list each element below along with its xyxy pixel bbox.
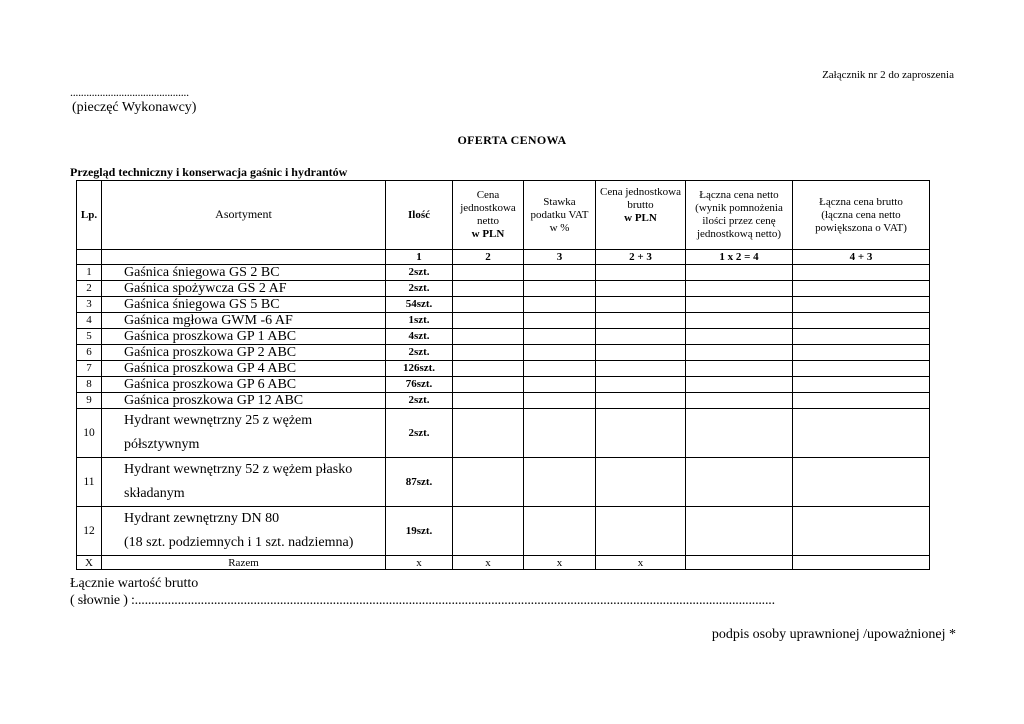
row-lp: 1: [77, 265, 102, 281]
total-net-input[interactable]: [686, 393, 793, 409]
unit-gross-input[interactable]: [596, 281, 686, 297]
signature-label: podpis osoby uprawnionej /upoważnionej *: [711, 627, 956, 642]
numbering-cell: 2 + 3: [596, 250, 686, 265]
row-name: Gaśnica proszkowa GP 12 ABC: [102, 393, 386, 409]
total-net-input[interactable]: [686, 507, 793, 556]
sum-cell: x: [453, 556, 524, 570]
row-qty: 2szt.: [386, 393, 453, 409]
unit-net-input[interactable]: [453, 393, 524, 409]
total-gross-input[interactable]: [793, 313, 930, 329]
row-qty: 1szt.: [386, 313, 453, 329]
row-lp: 4: [77, 313, 102, 329]
sum-lp: X: [77, 556, 102, 570]
vat-input[interactable]: [524, 377, 596, 393]
unit-net-input[interactable]: [453, 507, 524, 556]
table-row: [77, 265, 930, 281]
sum-total-net-input[interactable]: [686, 556, 793, 570]
row-name: Hydrant wewnętrzny 25 z wężem półsztywnym: [102, 409, 386, 458]
unit-net-input[interactable]: [453, 265, 524, 281]
row-qty: 2szt.: [386, 281, 453, 297]
sum-cell: x: [386, 556, 453, 570]
row-lp: 6: [77, 345, 102, 361]
vat-input[interactable]: [524, 265, 596, 281]
row-qty: 126szt.: [386, 361, 453, 377]
vat-input[interactable]: [524, 313, 596, 329]
numbering-cell: 2: [453, 250, 524, 265]
amount-in-words-field[interactable]: ( słownie ) :..................................................................................................................................................................................................: [70, 593, 775, 608]
vat-input[interactable]: [524, 507, 596, 556]
header-qty: Ilość: [386, 181, 453, 250]
total-net-input[interactable]: [686, 329, 793, 345]
row-qty: 2szt.: [386, 265, 453, 281]
table-row: [77, 409, 930, 458]
vat-input[interactable]: [524, 297, 596, 313]
numbering-cell: [102, 250, 386, 265]
table-row: [77, 507, 930, 556]
unit-gross-input[interactable]: [596, 329, 686, 345]
total-net-input[interactable]: [686, 297, 793, 313]
row-qty: 2szt.: [386, 409, 453, 458]
row-qty: 2szt.: [386, 345, 453, 361]
table-row: [77, 393, 930, 409]
sum-cell: x: [524, 556, 596, 570]
unit-gross-input[interactable]: [596, 409, 686, 458]
stamp-dots: ............................................: [70, 85, 189, 99]
unit-net-input[interactable]: [453, 345, 524, 361]
total-net-input[interactable]: [686, 265, 793, 281]
contractor-stamp-label: (pieczęć Wykonawcy): [72, 100, 197, 115]
price-offer-table: [76, 180, 930, 570]
table-row: [77, 345, 930, 361]
total-gross-input[interactable]: [793, 281, 930, 297]
numbering-cell: [77, 250, 102, 265]
table-row: [77, 361, 930, 377]
row-qty: 4szt.: [386, 329, 453, 345]
numbering-cell: 1: [386, 250, 453, 265]
unit-gross-input[interactable]: [596, 313, 686, 329]
total-gross-input[interactable]: [793, 345, 930, 361]
table-row: [77, 313, 930, 329]
total-gross-input[interactable]: [793, 393, 930, 409]
sum-cell: x: [596, 556, 686, 570]
unit-gross-input[interactable]: [596, 458, 686, 507]
sum-row: [77, 556, 930, 570]
total-gross-input[interactable]: [793, 361, 930, 377]
unit-gross-input[interactable]: [596, 297, 686, 313]
row-lp: 2: [77, 281, 102, 297]
row-lp: 5: [77, 329, 102, 345]
vat-input[interactable]: [524, 329, 596, 345]
total-net-input[interactable]: [686, 458, 793, 507]
total-net-input[interactable]: [686, 377, 793, 393]
row-name: Gaśnica proszkowa GP 4 ABC: [102, 361, 386, 377]
total-gross-input[interactable]: [793, 458, 930, 507]
vat-input[interactable]: [524, 361, 596, 377]
total-gross-input[interactable]: [793, 265, 930, 281]
unit-net-input[interactable]: [453, 377, 524, 393]
unit-gross-input[interactable]: [596, 265, 686, 281]
sum-label: Razem: [102, 556, 386, 570]
vat-input[interactable]: [524, 393, 596, 409]
row-name: Gaśnica proszkowa GP 6 ABC: [102, 377, 386, 393]
unit-net-input[interactable]: [453, 329, 524, 345]
unit-net-input[interactable]: [453, 297, 524, 313]
row-name: Gaśnica śniegowa GS 5 BC: [102, 297, 386, 313]
total-net-input[interactable]: [686, 281, 793, 297]
row-qty: 76szt.: [386, 377, 453, 393]
numbering-cell: 1 x 2 = 4: [686, 250, 793, 265]
table-row: [77, 297, 930, 313]
total-net-input[interactable]: [686, 313, 793, 329]
header-total-gross: Łączna cena brutto (łączna cena netto powiększona o VAT): [793, 181, 930, 250]
row-lp: 11: [77, 458, 102, 507]
unit-net-input[interactable]: [453, 361, 524, 377]
row-name: Hydrant wewnętrzny 52 z wężem płasko składanym: [102, 458, 386, 507]
row-name: Gaśnica śniegowa GS 2 BC: [102, 265, 386, 281]
page-title: OFERTA CENOWA: [457, 133, 567, 147]
row-qty: 87szt.: [386, 458, 453, 507]
row-name: Hydrant zewnętrzny DN 80 (18 szt. podziemnych i 1 szt. nadziemna): [102, 507, 386, 556]
total-net-input[interactable]: [686, 409, 793, 458]
unit-gross-input[interactable]: [596, 377, 686, 393]
unit-net-input[interactable]: [453, 281, 524, 297]
total-net-input[interactable]: [686, 361, 793, 377]
attachment-label: Załącznik nr 2 do zaproszenia: [822, 69, 954, 81]
header-unit-net: Cena jednostkowa netto w PLN: [453, 181, 524, 250]
header-vat-rate: Stawka podatku VAT w %: [524, 181, 596, 250]
row-qty: 54szt.: [386, 297, 453, 313]
vat-input[interactable]: [524, 458, 596, 507]
table-subtitle: Przegląd techniczny i konserwacja gaśnic i hydrantów: [70, 165, 348, 179]
unit-gross-input[interactable]: [596, 393, 686, 409]
total-gross-input[interactable]: [793, 377, 930, 393]
header-row: [77, 181, 930, 250]
total-gross-input[interactable]: [793, 329, 930, 345]
row-lp: 7: [77, 361, 102, 377]
sum-total-gross-input[interactable]: [793, 556, 930, 570]
row-lp: 8: [77, 377, 102, 393]
row-name: Gaśnica proszkowa GP 2 ABC: [102, 345, 386, 361]
vat-input[interactable]: [524, 409, 596, 458]
column-numbering-row: [77, 250, 930, 265]
unit-net-input[interactable]: [453, 313, 524, 329]
total-gross-input[interactable]: [793, 409, 930, 458]
unit-gross-input[interactable]: [596, 361, 686, 377]
row-lp: 3: [77, 297, 102, 313]
row-name: Gaśnica mgłowa GWM -6 AF: [102, 313, 386, 329]
table-row: [77, 377, 930, 393]
numbering-cell: 3: [524, 250, 596, 265]
table-row: [77, 329, 930, 345]
table-row: [77, 281, 930, 297]
row-lp: 12: [77, 507, 102, 556]
row-lp: 9: [77, 393, 102, 409]
header-assortment: Asortyment: [102, 181, 386, 250]
unit-net-input[interactable]: [453, 409, 524, 458]
unit-gross-input[interactable]: [596, 345, 686, 361]
header-lp: Lp.: [77, 181, 102, 250]
vat-input[interactable]: [524, 281, 596, 297]
unit-net-input[interactable]: [453, 458, 524, 507]
unit-gross-input[interactable]: [596, 507, 686, 556]
row-name: Gaśnica proszkowa GP 1 ABC: [102, 329, 386, 345]
gross-total-label: Łącznie wartość brutto: [70, 576, 199, 591]
table-row: [77, 458, 930, 507]
total-gross-input[interactable]: [793, 507, 930, 556]
vat-input[interactable]: [524, 345, 596, 361]
row-lp: 10: [77, 409, 102, 458]
total-net-input[interactable]: [686, 345, 793, 361]
header-unit-gross: Cena jednostkowa brutto w PLN: [596, 181, 686, 250]
row-name: Gaśnica spożywcza GS 2 AF: [102, 281, 386, 297]
total-gross-input[interactable]: [793, 297, 930, 313]
header-total-net: Łączna cena netto (wynik pomnożenia ilości przez cenę jednostkową netto): [686, 181, 793, 250]
numbering-cell: 4 + 3: [793, 250, 930, 265]
row-qty: 19szt.: [386, 507, 453, 556]
